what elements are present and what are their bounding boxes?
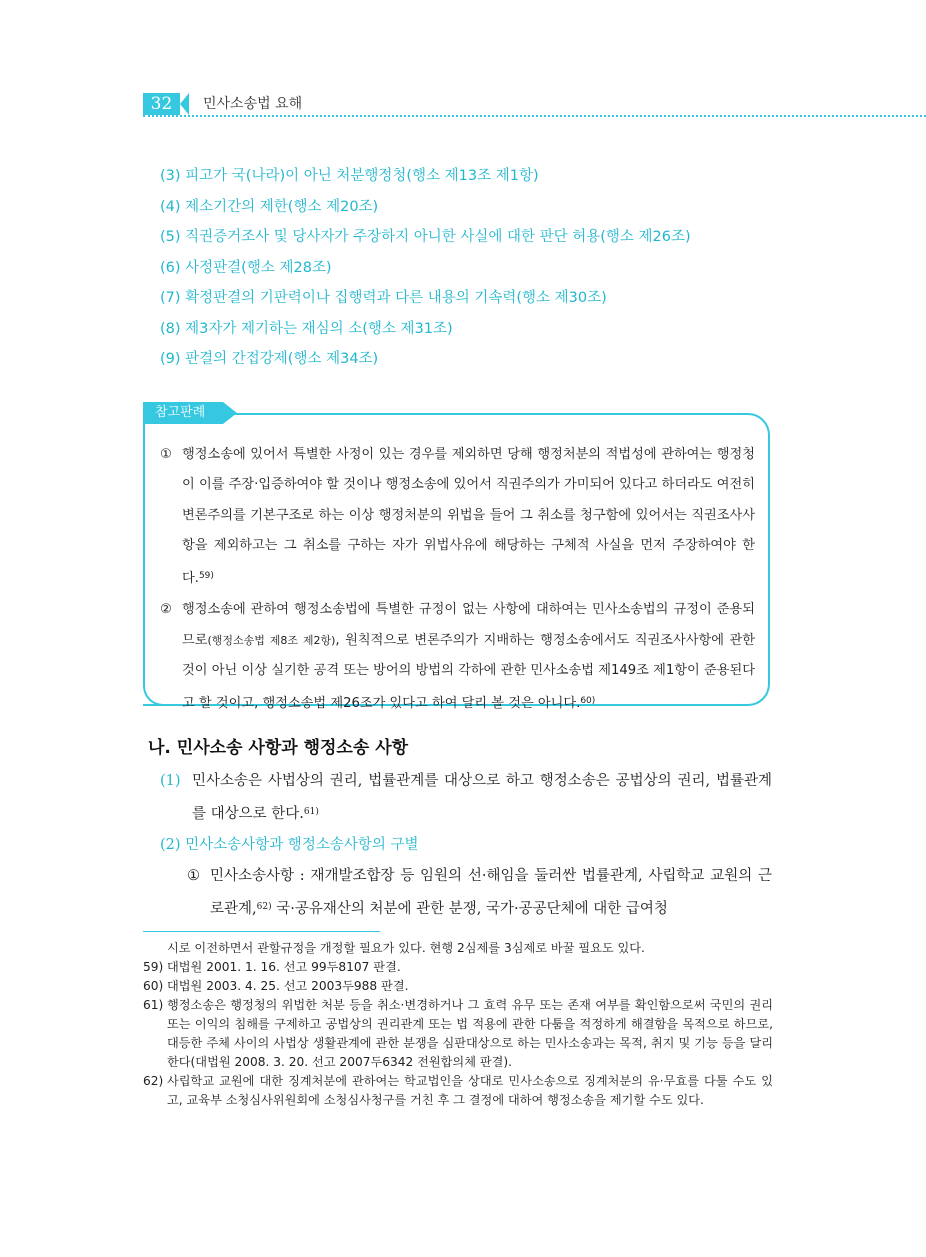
body-item-heading: (2) 민사소송사항과 행정소송사항의 구별 (160, 837, 419, 853)
reference-paragraph (160, 440, 755, 594)
list-item: (4) 제소기간의 제한(행소 제20조) (160, 198, 379, 215)
paragraph-text: , 원칙적으로 변론주의가 지배하는 행정소송에서도 직권조사사항에 관한 것이 아닌 이상 실기한 공격 또는 방어의 방법의 각하에 관한 민사소송법 제149조 제1항이 준용된다고 할 것이고, 행정소송법 제26조가 있다고 하여 달리 볼 것은 아니다. (182, 632, 755, 712)
footnotes (143, 939, 773, 1110)
footnote-text: 행정소송은 행정청의 위법한 처분 등을 취소·변경하거나 그 효력 유무 또는 존재 여부를 확인함으로써 국민의 권리 또는 이익의 침해를 구제하고 공법상의 권리관계 또는 법 적용에 관한 다툼을 적정하게 해결함을 목적으로 하므로, 대등한 주체 사이의 사법상 생활관계에 관한 분쟁을 심판대상으로 하는 민사소송과는 목적, 취지 및 기능 등을 달리한다(대법원 2008. 3. 20. 선고 2007두6342 전원합의체 판결). (167, 998, 773, 1069)
footnote-text: 대법원 2001. 1. 16. 선고 99두8107 판결. (167, 960, 401, 974)
body-item (160, 766, 772, 830)
item-text: 민사소송은 사법상의 권리, 법률관계를 대상으로 하고 행정소송은 공법상의 권리, 법률관계를 대상으로 한다. (192, 773, 772, 822)
section-heading: 나. 민사소송 사항과 행정소송 사항 (148, 738, 409, 758)
list-item: (9) 판결의 간접강제(행소 제34조) (160, 351, 379, 367)
running-title: 민사소송법 요해 (203, 96, 303, 112)
subitem-number: ① (187, 868, 200, 884)
paragraph-text: 행정소송에 관하여 행정소송법에 특별한 규정이 없는 사항에 대하여는 민사소송법의 규정이 준용되므로 (182, 602, 755, 648)
list-item: (3) 피고가 국(나라)이 아닌 처분행정청(행소 제13조 제1항) (160, 168, 539, 184)
footnote (143, 977, 773, 996)
list-item: (6) 사정판결(행소 제28조) (160, 259, 332, 276)
list-item: (7) 확정판결의 기판력이나 집행력과 다른 내용의 기속력(행소 제30조) (160, 290, 607, 306)
subitem-text: 국·공유재산의 처분에 관한 분쟁, 국가·공공단체에 대한 급여청 (271, 901, 668, 917)
feature-list (160, 162, 800, 376)
footnote-ref[interactable]: 62) (256, 902, 272, 912)
page-number: 32 (143, 93, 180, 115)
footnote-number: 59) (143, 960, 164, 974)
body-subitem (160, 861, 772, 925)
statute-citation: (행정소송법 제8조 제2항) (207, 633, 336, 647)
paragraph-number: ① (160, 447, 172, 462)
footnote (143, 996, 773, 1072)
footnote-number: 60) (143, 979, 164, 993)
footnote-rule (143, 931, 380, 932)
page-number-notch (180, 93, 189, 115)
footnote-number: 62) (143, 1074, 164, 1088)
footnote (143, 1072, 773, 1110)
footnote-text: 대법원 2003. 4. 25. 선고 2003두988 판결. (167, 979, 409, 993)
footnote-ref[interactable]: 61) (303, 807, 319, 817)
footnote-ref[interactable]: 60) (580, 696, 596, 707)
header-rule (143, 115, 926, 117)
list-item: (8) 제3자가 제기하는 재심의 소(행소 제31조) (160, 320, 453, 337)
footnote-number: 61) (143, 998, 164, 1012)
footnote-text: 사립학교 교원에 대한 징계처분에 관하여는 학교법인을 상대로 민사소송으로 징계처분의 유·무효를 다툴 수도 있고, 교육부 소청심사위원회에 소청심사청구를 거친 후 그 결정에 대하여 행정소송을 제기할 수도 있다. (167, 1074, 773, 1107)
reference-tab: 참고판례 (143, 402, 223, 424)
footnote-ref[interactable]: 59) (198, 571, 214, 582)
footnote (143, 958, 773, 977)
reference-tab-arrow (223, 402, 237, 424)
subitem-text: 민사소송사항 : 재개발조합장 등 임원의 선·해임을 둘러싼 법률관계, 사립학교 교원의 근로관계, (210, 868, 772, 917)
reference-paragraph (160, 595, 755, 719)
reference-content (160, 440, 755, 720)
item-number: (1) (160, 773, 181, 789)
paragraph-number: ② (160, 602, 172, 618)
list-item: (5) 직권증거조사 및 당사자가 주장하지 아니한 사실에 대한 판단 허용(행소 제26조) (160, 229, 691, 245)
paragraph-text: 행정소송에 있어서 특별한 사정이 있는 경우를 제외하면 당해 행정처분의 적법성에 관하여는 행정청이 이를 주장·입증하여야 할 것이나 행정소송에 있어서 직권주의가 가미되어 있다고 하더라도 여전히 변론주의를 기본구조로 하는 이상 행정처분의 위법을 들어 그 취소를 청구함에 있어서는 직권조사사항을 제외하고는 그 취소를 구하는 자가 위법사유에 해당하는 구체적 사실을 먼저 주장하여야 한다. (182, 447, 755, 587)
footnote-continuation: 시로 이전하면서 관할규정을 개정할 필요가 있다. 현행 2심제를 3심제로 바꿀 필요도 있다. (167, 941, 645, 955)
section-body (160, 766, 772, 925)
